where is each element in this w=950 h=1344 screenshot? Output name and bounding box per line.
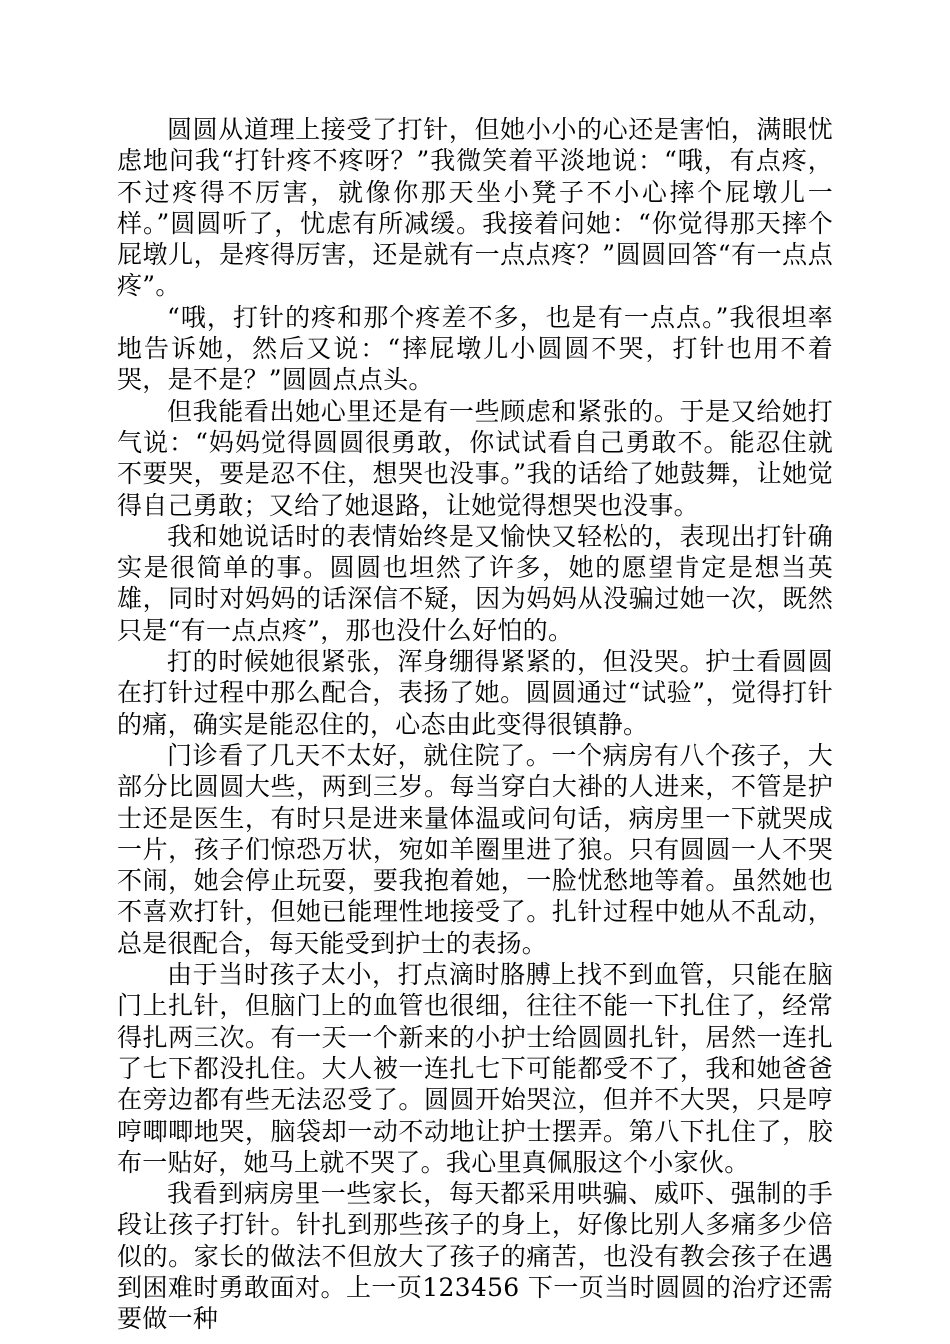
paragraph: 打的时候她很紧张，浑身绷得紧紧的，但没哭。护士看圆圆在打针过程中那么配合，表扬了她。圆圆通过“试验”，觉得打针的痛，确实是能忍住的，心态由此变得很镇静。 — [117, 647, 833, 739]
paragraph: “哦，打针的疼和那个疼差不多，也是有一点点。”我很坦率地告诉她，然后又说：“摔屁墩儿小圆圆不哭，打针也用不着哭，是不是？”圆圆点点头。 — [117, 302, 833, 395]
paragraph: 我和她说话时的表情始终是又愉快又轻松的，表现出打针确实是很简单的事。圆圆也坦然了许多，她的愿望肯定是想当英雄，同时对妈妈的话深信不疑，因为妈妈从没骗过她一次，既然只是“有一点点疼”，那也没什么好怕的。 — [117, 521, 833, 645]
paragraph: 但我能看出她心里还是有一些顾虑和紧张的。于是又给她打气说：“妈妈觉得圆圆很勇敢，你试试看自己勇敢不。能忍住就不要哭，要是忍不住，想哭也没事。”我的话给了她鼓舞，让她觉得自己勇敢；又给了她退路，让她觉得想哭也没事。 — [117, 396, 833, 520]
paragraph: 门诊看了几天不太好，就住院了。一个病房有八个孩子，大部分比圆圆大些，两到三岁。每当穿白大褂的人进来，不管是护士还是医生，有时只是进来量体温或问句话，病房里一下就哭成一片，孩子们惊恐万状，宛如羊圈里进了狼。只有圆圆一人不哭不闹，她会停止玩耍，要我抱着她，一脸忧愁地等着。虽然她也不喜欢打针，但她已能理性地接受了。扎针过程中她从不乱动，总是很配合，每天能受到护士的表扬。 — [117, 740, 833, 958]
paragraph: 由于当时孩子太小，打点滴时胳膊上找不到血管，只能在脑门上扎针，但脑门上的血管也很细，往往不能一下扎住了，经常得扎两三次。有一天一个新来的小护士给圆圆扎针，居然一连扎了七下都没扎住。大人被一连扎七下可能都受不了，我和她爸爸在旁边都有些无法忍受了。圆圆开始哭泣，但并不大哭，只是哼哼唧唧地哭，脑袋却一动不动地让护士摆弄。第八下扎住了，胶布一贴好，她马上就不哭了。我心里真佩服这个小家伙。 — [117, 960, 833, 1177]
article-body — [117, 114, 833, 1335]
paragraph: 我看到病房里一些家长，每天都采用哄骗、威吓、强制的手段让孩子打针。针扎到那些孩子的身上，好像比别人多痛多少倍似的。家长的做法不但放大了孩子的痛苦，也没有教会孩子在遇到困难时勇敢面对。上一页123456 下一页当时圆圆的治疗还需要做一种 — [117, 1179, 833, 1334]
paragraph: 圆圆从道理上接受了打针，但她小小的心还是害怕，满眼忧虑地问我“打针疼不疼呀？”我微笑着平淡地说：“哦，有点疼，不过疼得不厉害，就像你那天坐小凳子不小心摔个屁墩儿一样。”圆圆听了，忧虑有所减缓。我接着问她：“你觉得那天摔个屁墩儿，是疼得厉害，还是就有一点点疼？”圆圆回答“有一点点疼”。 — [117, 115, 833, 301]
